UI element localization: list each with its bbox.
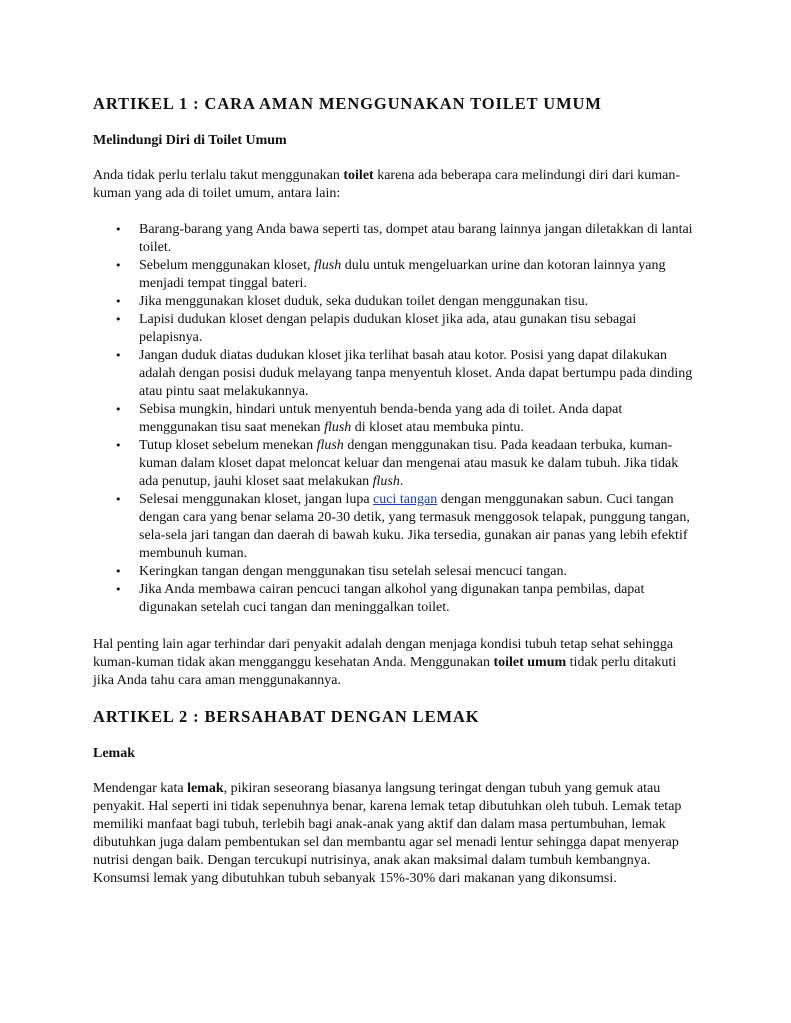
closing-text-continued: tidak perlu ditakuti jika Anda tahu cara aman menggunakannya. [93,655,677,688]
list-item-text: Keringkan tangan dengan menggunakan tisu setelah selesai mencuci tangan. [139,564,568,579]
list-item-text: Sebelum menggunakan kloset, [139,258,314,273]
list-item-text: Sebisa mungkin, hindari untuk menyentuh benda-benda yang ada di toilet. Anda dapat menggunakan tisu saat menekan [139,402,623,435]
list-item-italic: flush [324,420,352,435]
list-item [139,581,699,617]
list-item [139,293,699,311]
intro-text-continued: karena ada beberapa cara melindungi diri dari kuman-kuman yang ada di toilet umum, antara lain: [93,168,681,201]
list-item-italic: flush [316,438,344,453]
body-text: Mendengar kata [93,781,188,796]
list-item [139,437,699,491]
cuci-tangan-link[interactable]: cuci tangan [373,492,438,507]
list-item-text: Jangan duduk diatas dudukan kloset jika terlihat basah atau kotor. Posisi yang dapat dilakukan adalah dengan posisi duduk melayang tanpa menyentuh kloset. Anda dapat bertumpu pada dinding atau pintu saat melakukannya. [139,348,693,399]
closing-text: Hal penting lain agar terhindar dari penyakit adalah dengan menjaga kondisi tubuh tetap sehat sehingga kuman-kuman tidak akan mengganggu kesehatan Anda. Menggunakan [93,637,674,670]
tips-list [93,221,699,617]
list-item-italic: flush [372,474,400,489]
list-item-text: dulu untuk mengeluarkan urine dan kotoran lainnya yang menjadi tempat tinggal bateri. [139,258,666,291]
list-item [139,257,699,293]
list-item-text: di kloset atau membuka pintu. [351,420,524,435]
list-item-text: Tutup kloset sebelum menekan [139,438,317,453]
list-item [139,401,699,437]
article2-title: ARTIKEL 2 : BERSAHABAT DENGAN LEMAK [93,707,480,726]
article2-subtitle: Lemak [93,746,135,761]
body-text-continued: , pikiran seseorang biasanya langsung teringat dengan tubuh yang gemuk atau penyakit. Hal seperti ini tidak sepenuhnya benar, karena lemak tetap dibutuhkan oleh tubuh. Lemak tetap memiliki manfaat bagi tubuh, terlebih bagi anak-anak yang aktif dan dalam masa pertumbuhan, lemak dibutuhkan juga dalam pembentukan sel dan membantu agar sel menadi lentur sehingga dapat menyerap nutrisi dengan baik. Dengan tercukupi nutrisinya, anak akan maksimal dalam tumbuh kembangnya. Konsumsi lemak yang dibutuhkan tubuh sebanyak 15%-30% dari makanan yang dikonsumsi. [93,781,682,886]
list-item [139,347,699,401]
list-item-text: . [399,474,404,489]
article1-subtitle: Melindungi Diri di Toilet Umum [93,133,287,148]
intro-text: Anda tidak perlu terlalu takut menggunakan [93,168,344,183]
list-item [139,563,699,581]
article1-title: ARTIKEL 1 : CARA AMAN MENGGUNAKAN TOILET UMUM [93,94,602,113]
list-item-text: Selesai menggunakan kloset, jangan lupa [139,492,374,507]
list-item-text: Jika menggunakan kloset duduk, seka dudukan toilet dengan menggunakan tisu. [139,294,589,309]
intro-bold-toilet: toilet [343,168,374,183]
document-content [93,93,699,888]
article1-intro [93,167,699,203]
closing-bold-toilet-umum: toilet umum [493,655,567,670]
article2-body [93,780,699,888]
list-item-text: Barang-barang yang Anda bawa seperti tas, dompet atau barang lainnya jangan diletakkan di lantai toilet. [139,222,693,255]
list-item [139,311,699,347]
list-item [139,221,699,257]
article1-closing [93,636,699,690]
list-item-text: Jika Anda membawa cairan pencuci tangan alkohol yang digunakan tanpa pembilas, dapat digunakan setelah cuci tangan dan meninggalkan toilet. [139,582,645,615]
list-item-text: dengan menggunakan sabun. Cuci tangan dengan cara yang benar selama 20-30 detik, yang termasuk menggosok telapak, punggung tangan, sela-sela jari tangan dan daerah di bawah kuku. Jika tersedia, gunakan air panas yang lebih efektif membunuh kuman. [139,492,690,561]
list-item-italic: flush [313,258,342,273]
list-item [139,491,699,563]
body-bold-lemak: lemak [187,781,224,796]
list-item-text: Lapisi dudukan kloset dengan pelapis dudukan kloset jika ada, atau gunakan tisu sebagai pelapisnya. [139,312,637,345]
list-item-text: dengan menggunakan tisu. Pada keadaan terbuka, kuman-kuman dalam kloset dapat meloncat keluar dan mengenai atau masuk ke dalam tubuh. Jika tidak ada penutup, jauhi kloset saat melakukan [139,438,679,489]
